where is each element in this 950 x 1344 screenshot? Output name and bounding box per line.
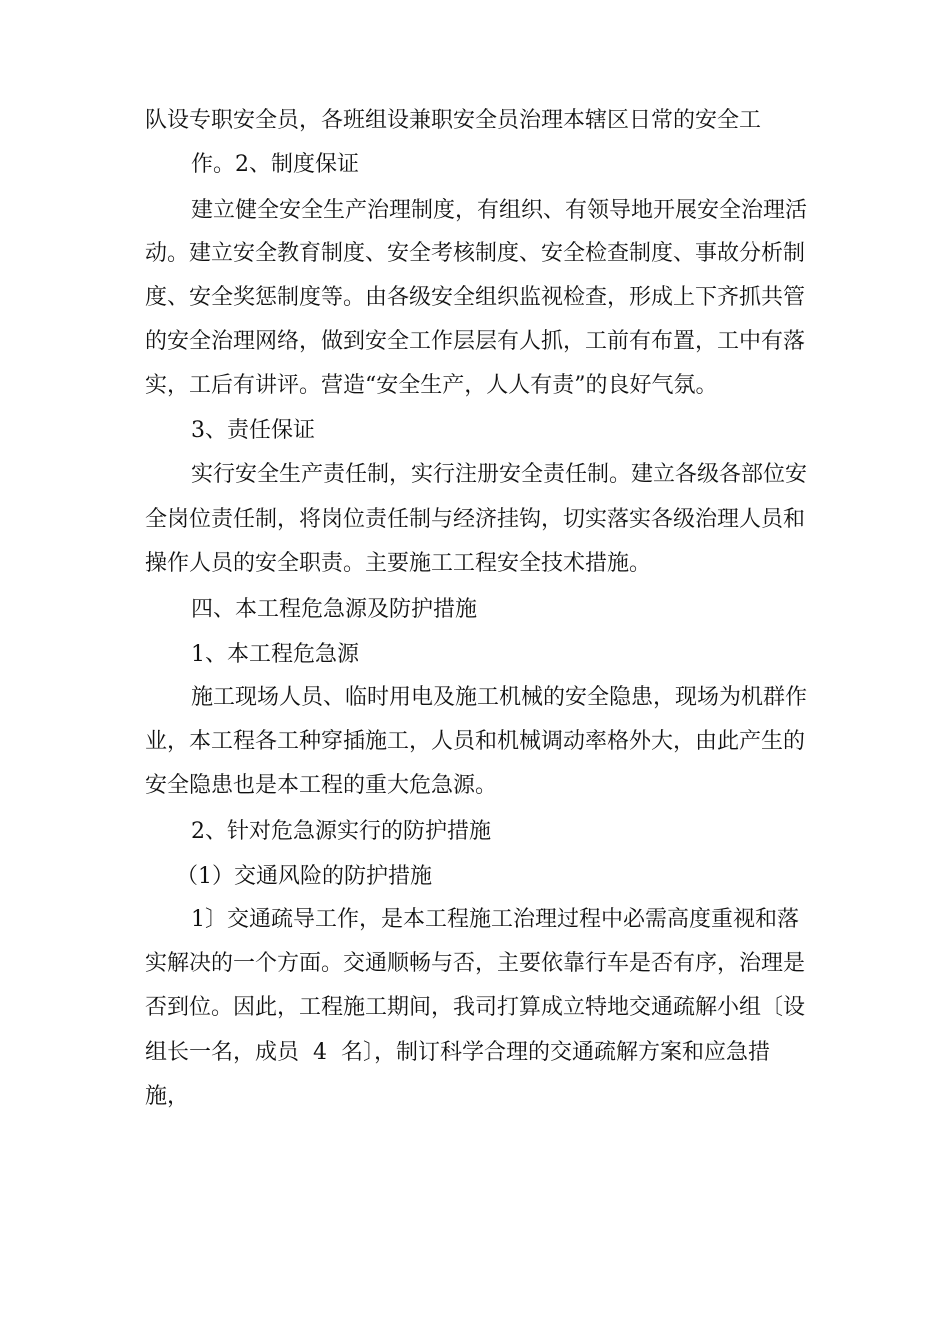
text-line: 安全隐患也是本工程的重大危急源。 [145, 773, 498, 798]
text-line: 动。建立安全教育制度、安全考核制度、安全检查制度、事故分析制 [145, 241, 806, 266]
text-line: 组长一名，成员 4 名〕，制订科学合理的交通疏解方案和应急措 [145, 1040, 770, 1065]
text-line: 实，工后有讲评。营造“安全生产，人人有责”的良好气氛。 [145, 373, 718, 398]
section-heading: 四、本工程危急源及防护措施 [191, 597, 478, 622]
text-line: 业，本工程各工种穿插施工，人员和机械调动率格外大，由此产生的 [145, 729, 806, 754]
text-line: 否到位。因此，工程施工期间，我司打算成立特地交通疏解小组〔设 [145, 995, 806, 1020]
text-line: 施， [145, 1084, 190, 1109]
section-heading: 1、本工程危急源 [191, 642, 359, 667]
section-heading: 作。2、制度保证 [191, 152, 359, 177]
section-heading: 2、针对危急源实行的防护措施 [191, 819, 491, 844]
text-line: 实解决的一个方面。交通顺畅与否，主要依靠行车是否有序，治理是 [145, 951, 806, 976]
text-line: 度、安全奖惩制度等。由各级安全组织监视检查，形成上下齐抓共管 [145, 285, 806, 310]
text-line: 实行安全生产责任制，实行注册安全责任制。建立各级各部位安 [191, 462, 808, 487]
text-line: 1〕交通疏导工作，是本工程施工治理过程中必需高度重视和落 [191, 907, 799, 932]
text-line: 操作人员的安全职责。主要施工工程安全技术措施。 [145, 551, 652, 576]
text-line: 施工现场人员、临时用电及施工机械的安全隐患，现场为机群作 [191, 685, 808, 710]
text-line: 的安全治理网络，做到安全工作层层有人抓，工前有布置，工中有落 [145, 329, 806, 354]
text-line: 建立健全安全生产治理制度，有组织、有领导地开展安全治理活 [191, 198, 808, 223]
section-heading: 3、责任保证 [191, 418, 315, 443]
text-line: 队设专职安全员，各班组设兼职安全员治理本辖区日常的安全工 [145, 108, 762, 133]
text-line: 全岗位责任制，将岗位责任制与经济挂钩，切实落实各级治理人员和 [145, 507, 806, 532]
section-heading: （1）交通风险的防护措施 [176, 864, 432, 889]
